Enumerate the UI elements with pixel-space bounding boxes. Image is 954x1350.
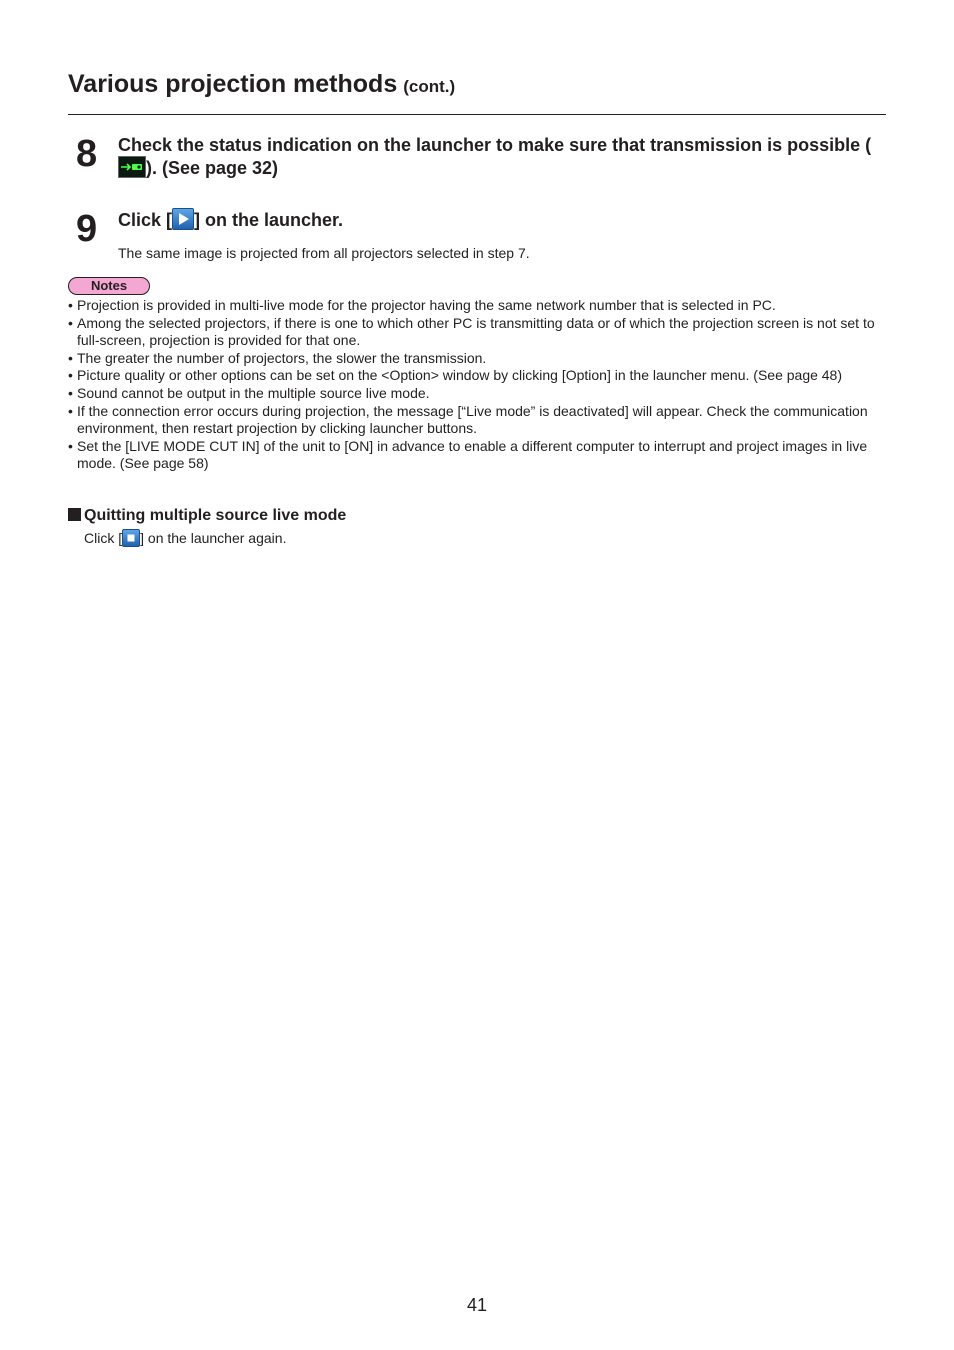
note-text: Projection is provided in multi-live mode for the projector having the same network number that is selected in PC. bbox=[77, 297, 776, 313]
note-text: Set the [LIVE MODE CUT IN] of the unit to [ON] in advance to enable a different computer to interrupt and project images in live mode. (See page 58) bbox=[77, 437, 868, 472]
note-text: Among the selected projectors, if there is one to which other PC is transmitting data or of which the projection screen is not set to full-screen, projection is provided for that one. bbox=[77, 314, 875, 349]
note-text: Sound cannot be output in the multiple source live mode. bbox=[77, 384, 430, 401]
note-item bbox=[68, 385, 888, 403]
quitting-heading-text: Quitting multiple source live mode bbox=[84, 507, 347, 524]
step-8-number: 8 bbox=[76, 133, 98, 175]
note-item bbox=[68, 315, 888, 350]
step-9-text-after: ] on the launcher. bbox=[194, 210, 344, 230]
page-title-suffix: (cont.) bbox=[403, 77, 456, 96]
notes-list bbox=[68, 297, 888, 473]
step-8-text-before: Check the status indication on the launcher to make sure that transmission is possible ( bbox=[118, 135, 872, 155]
step-9-number: 9 bbox=[76, 208, 98, 250]
bullet: • bbox=[68, 437, 73, 454]
note-text: The greater the number of projectors, the slower the transmission. bbox=[77, 349, 487, 366]
note-item bbox=[68, 438, 888, 473]
step-9-text-before: Click [ bbox=[118, 210, 173, 230]
notes-badge: Notes bbox=[68, 277, 150, 295]
bullet: • bbox=[68, 402, 73, 419]
step-9-text bbox=[118, 208, 878, 231]
quitting-heading bbox=[68, 507, 346, 525]
note-text: If the connection error occurs during projection, the message [“Live mode” is deactivated] will appear. Check the communication environment, then restart projection by clicking launcher buttons. bbox=[77, 402, 868, 437]
note-item bbox=[68, 350, 888, 368]
bullet: • bbox=[68, 384, 73, 401]
page-number: 41 bbox=[466, 1295, 488, 1315]
title-divider bbox=[68, 114, 886, 115]
note-item bbox=[68, 367, 888, 385]
page-title-text: Various projection methods bbox=[68, 70, 398, 98]
stop-icon bbox=[122, 529, 140, 547]
quitting-text-after: ] on the launcher again. bbox=[140, 530, 287, 546]
bullet: • bbox=[68, 349, 73, 366]
play-icon bbox=[172, 208, 194, 230]
quitting-instruction bbox=[84, 529, 286, 547]
note-item bbox=[68, 297, 888, 315]
note-item bbox=[68, 403, 888, 438]
status-transmission-icon bbox=[118, 156, 146, 178]
step-8-text-after: ). (See page 32) bbox=[146, 158, 279, 178]
square-bullet-icon bbox=[68, 508, 81, 521]
quitting-text-before: Click [ bbox=[84, 530, 123, 546]
step-8-text bbox=[118, 134, 878, 179]
step-9-description: The same image is projected from all projectors selected in step 7. bbox=[118, 245, 530, 261]
bullet: • bbox=[68, 314, 73, 331]
bullet: • bbox=[68, 297, 73, 313]
bullet: • bbox=[68, 367, 73, 384]
page-title bbox=[68, 70, 455, 99]
note-text: Picture quality or other options can be set on the <Option> window by clicking [Option] in the launcher menu. (See page 48) bbox=[77, 367, 843, 384]
